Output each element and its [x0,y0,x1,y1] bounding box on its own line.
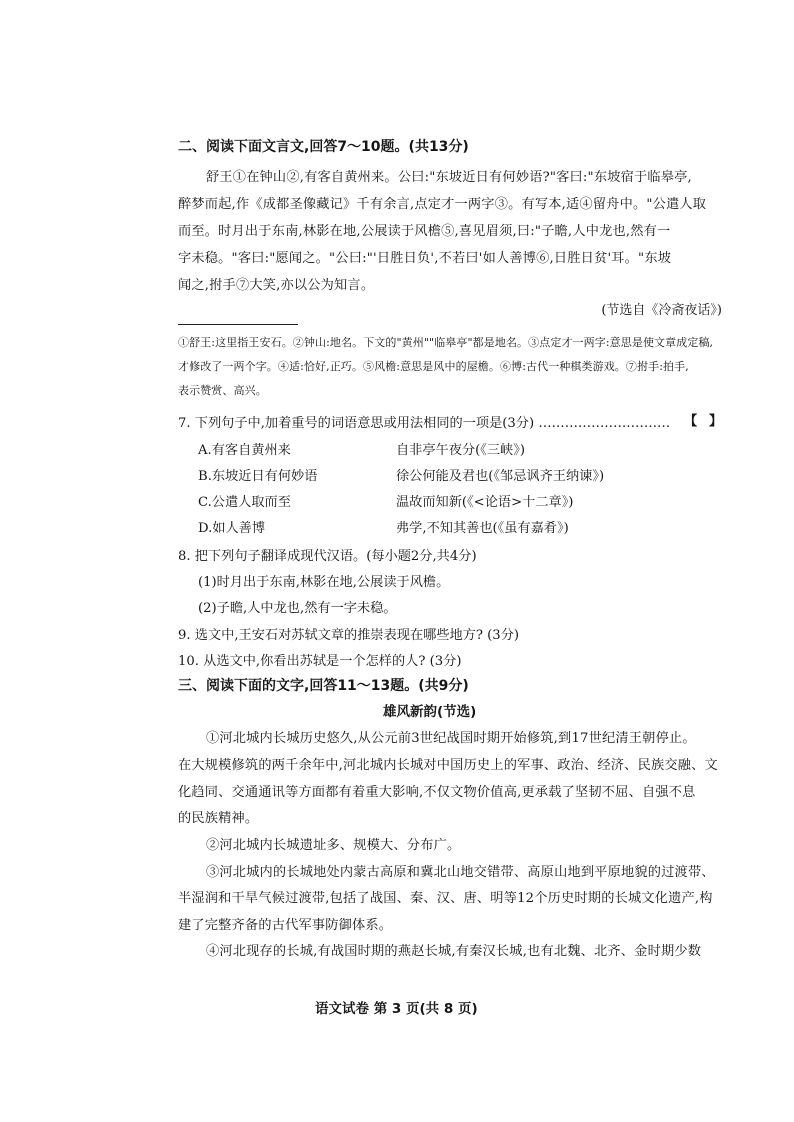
footnote-line-3: 表示赞赏、高兴。 [178,384,267,397]
passage-line-4: 字未稳。"客曰:"愿闻之。"公曰:"'日胜日负',不若曰'如人善博⑥,日胜日贫'耳。"东坡 [178,251,672,266]
article-para-1-line-3: 化趋同、交通通讯等方面都有着重大影响,不仅文物价值高,更承载了坚韧不屈、自强不息 [178,785,696,800]
article-para-3-line-1: ③河北城内的长城地处内蒙古高原和冀北山地交错带、高原山地到平原地貌的过渡带、 [206,865,715,880]
article-para-4-line-1: ④河北现存的长城,有战国时期的燕赵长城,有秦汉长城,也有北魏、北齐、金时期少数 [206,944,702,959]
q9-stem: 9. 选文中,王安石对苏轼文章的推崇表现在哪些地方? (3分) [178,628,520,643]
section2-title: 二、阅读下面文言文,回答7～10题。(共13分) [178,139,469,155]
q7-option-a: A.有客自黄州来 [198,443,291,458]
q7-answer-bracket-left[interactable]: 【 [684,414,698,429]
article-title: 雄风新韵(节选) [383,704,477,720]
article-para-1-line-2: 在大规模修筑的两千余年中,河北城内长城对中国历史上的军事、政治、经济、民族交融、文 [178,758,718,773]
article-para-3-line-3: 建了完整齐备的古代军事防御体系。 [178,918,393,933]
q7-option-d: D.如人善博 [198,521,266,536]
footnote-line-2: 才修改了一两个字。④适:恰好,正巧。⑤风檐:意思是风中的屋檐。⑥博:古代一种棋类游戏。⑦拊手:拍手, [178,360,689,373]
q7-option-c: C.公遣人取而至 [198,495,291,510]
q8-item-2: (2)子瞻,人中龙也,然有一字未稳。 [198,601,397,616]
q7-stem-text: 7. 下列句子中,加着重号的词语意思或用法相同的一项是(3分) [178,416,535,431]
section3-title: 三、阅读下面的文字,回答11～13题。(共9分) [178,678,469,694]
footnote-line-1: ①舒王:这里指王安石。②钟山:地名。下文的"黄州""临皋亭"都是地名。③点定才一两字:意思是使文章成定稿, [178,336,714,349]
q7-option-a-compare: 自非亭午夜分(《三峡》) [396,443,525,458]
q10-stem: 10. 从选文中,你看出苏轼是一个怎样的人? (3分) [178,654,462,669]
article-para-1-line-1: ①河北城内长城历史悠久,从公元前3世纪战国时期开始修筑,到17世纪清王朝停止。 [206,731,696,746]
q7-answer-bracket-right[interactable]: 】 [709,414,723,429]
passage-line-2: 醉梦而起,作《成都圣像藏记》千有余言,点定才一两字③。有写本,适④留舟中。"公遣人取 [178,197,707,212]
passage-line-1: 舒王①在钟山②,有客自黄州来。公曰:"东坡近日有何妙语?"客曰:"东坡宿于临皋亭, [206,170,692,185]
article-para-3-line-2: 半湿润和干旱气候过渡带,包括了战国、秦、汉、唐、明等12个历史时期的长城文化遗产,构 [178,891,713,906]
passage-line-5: 闻之,拊手⑦大笑,亦以公为知言。 [178,278,375,293]
page-footer: 语文试卷 第 3 页(共 8 页) [315,1001,478,1017]
q7-dots: ………………………… [538,416,671,431]
q8-stem: 8. 把下列句子翻译成现代汉语。(每小题2分,共4分) [178,549,477,564]
article-para-1-line-4: 的民族精神。 [178,811,259,826]
footnote-rule [178,324,298,325]
passage-source: (节选自《冷斋夜话》) [601,303,722,318]
q7-option-c-compare: 温故而知新(《<论语>十二章》) [396,495,574,510]
q7-option-b-compare: 徐公何能及君也(《邹忌讽齐王纳谏》) [396,469,605,484]
q8-item-1: (1)时月出于东南,林影在地,公展读于风檐。 [198,575,450,590]
q7-option-d-compare: 弗学,不知其善也(《虽有嘉肴》) [396,521,569,536]
q7-option-b: B.东坡近日有何妙语 [198,469,318,484]
q7-stem [178,412,670,431]
article-para-2: ②河北城内长城遗址多、规模大、分布广。 [206,838,461,853]
passage-line-3: 而至。时月出于东南,林影在地,公展读于风檐⑤,喜见眉须,曰:"子瞻,人中龙也,然有一 [178,224,671,239]
